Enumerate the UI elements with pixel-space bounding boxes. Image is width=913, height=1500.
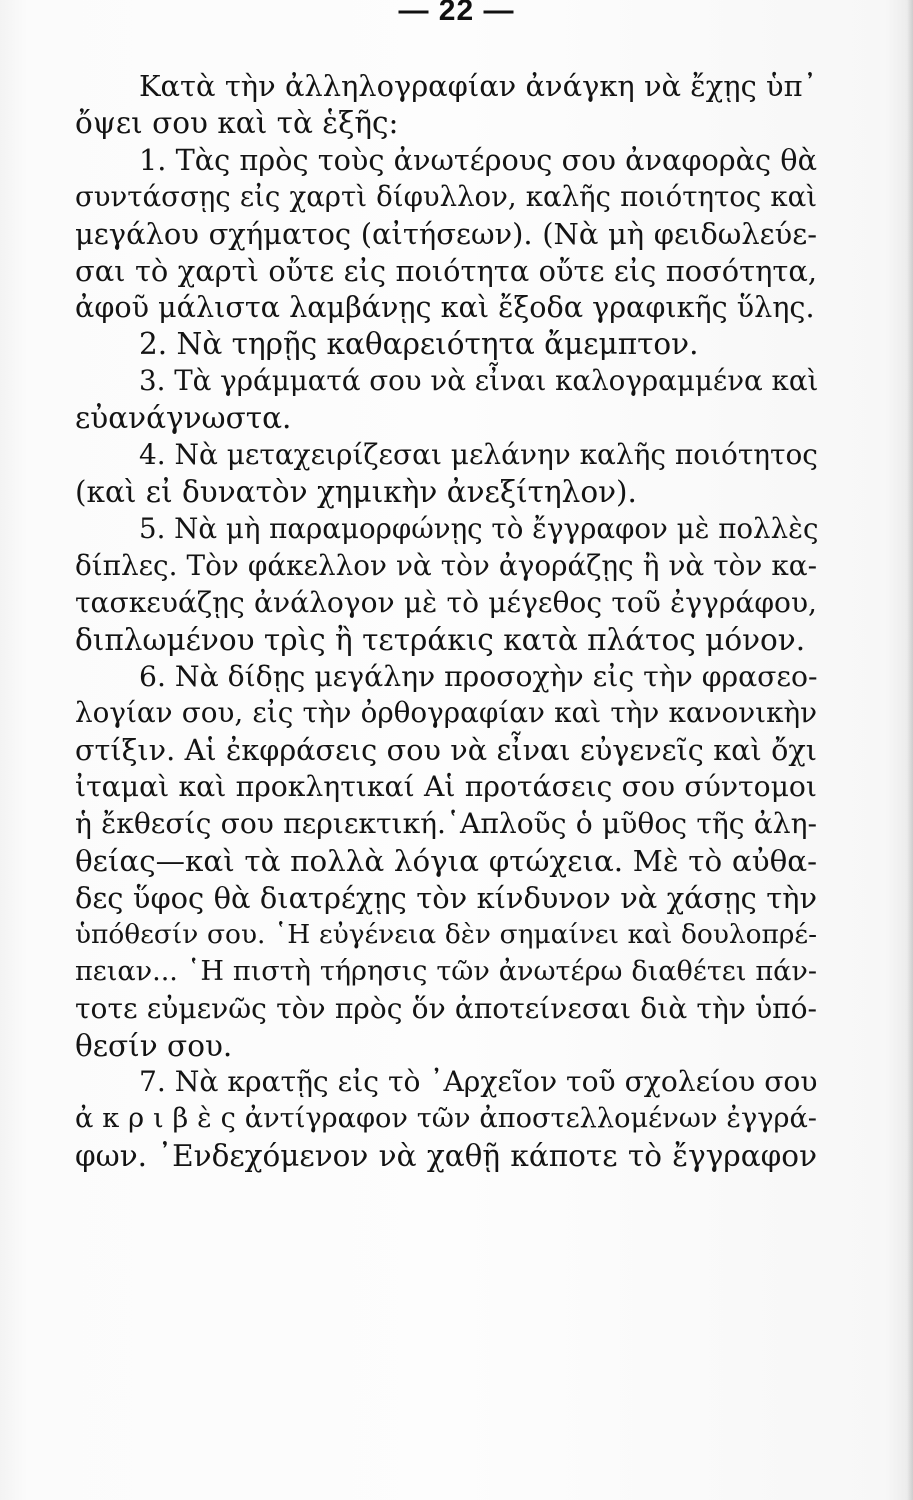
text-line: 1. Τὰς πρὸς τοὺς ἀνωτέρους σου ἀναφορὰς θὰ xyxy=(139,142,817,177)
text-line: 5. Νὰ μὴ παραμορφώνῃς τὸ ἔγγραφον μὲ πολλὲς xyxy=(139,511,819,545)
page-number: — 22 — xyxy=(398,0,515,27)
text-line: 6. Νὰ δίδῃς μεγάλην προσοχὴν εἰς τὴν φρασεο- xyxy=(139,659,818,693)
text-line: ἀφοῦ μάλιστα λαμβάνῃς καὶ ἔξοδα γραφικῆς ὕλης. xyxy=(75,290,815,325)
text-line: 2. Νὰ τηρῇς καθαρειότητα ἄμεμπτον. xyxy=(139,327,699,362)
text-line: 7. Νὰ κρατῇς εἰς τὸ ᾽Αρχεῖον τοῦ σχολείου σου xyxy=(139,1065,818,1099)
text-line: τασκευάζῃς ἀνάλογον μὲ τὸ μέγεθος τοῦ ἐγγράφου, xyxy=(75,585,817,619)
page-edge-shadow xyxy=(907,0,913,1500)
text-line: Κατὰ τὴν ἀλληλογραφίαν ἀνάγκη νὰ ἔχῃς ὑπ᾽ xyxy=(139,69,817,103)
text-line: ὑπόθεσίν σου. ῾Η εὐγένεια δὲν σημαίνει καὶ δουλοπρέ- xyxy=(75,918,817,950)
text-line: πειαν... ῾Η πιστὴ τήρησις τῶν ἀνωτέρω διαθέτει πάν- xyxy=(75,955,817,987)
text-line: ὄψει σου καὶ τὰ ἑξῆς: xyxy=(75,105,399,140)
text-line: 4. Νὰ μεταχειρίζεσαι μελάνην καλῆς ποιότητος xyxy=(139,438,818,472)
text-line: στίξιν. Αἱ ἐκφράσεις σου νὰ εἶναι εὐγενεῖς καὶ ὄχι xyxy=(75,733,817,768)
text-line: 3. Τὰ γράμματά σου νὰ εἶναι καλογραμμένα καὶ xyxy=(139,364,819,398)
text-line: διπλωμένου τρὶς ἢ τετράκις κατὰ πλάτος μόνον. xyxy=(75,622,806,657)
text-line: εὐανάγνωστα. xyxy=(75,401,292,436)
text-line: δίπλες. Τὸν φάκελλον νὰ τὸν ἀγοράζῃς ἢ νὰ τὸν κα- xyxy=(75,548,817,582)
text-line: μεγάλου σχήματος (αἰτήσεων). (Νὰ μὴ φειδωλεύε- xyxy=(75,216,817,251)
text-line: θεσίν σου. xyxy=(75,1028,233,1063)
text-line: ἀ κ ρ ι β ὲ ς ἀντίγραφον τῶν ἀποστελλομένων ἐγγρά- xyxy=(75,1103,817,1135)
text-line: δες ὕφος θὰ διατρέχῃς τὸν κίνδυνον νὰ χάσῃς τὴν xyxy=(75,880,817,915)
body-text xyxy=(75,68,817,1175)
text-line: σαι τὸ χαρτὶ οὔτε εἰς ποιότητα οὔτε εἰς ποσότητα, xyxy=(75,253,817,288)
text-line: φων. ᾽Ενδεχόμενον νὰ χαθῇ κάποτε τὸ ἔγγραφον xyxy=(75,1139,817,1174)
text-line: συντάσσῃς εἰς χαρτὶ δίφυλλον, καλῆς ποιότητος καὶ xyxy=(75,180,817,213)
text-line: τοτε εὐμενῶς τὸν πρὸς ὅν ἀποτείνεσαι διὰ τὴν ὑπό- xyxy=(75,991,817,1025)
text-line: (καὶ εἰ δυνατὸν χημικὴν ἀνεξίτηλον). xyxy=(75,474,637,509)
text-line: λογίαν σου, εἰς τὴν ὀρθογραφίαν καὶ τὴν κανονικὴν xyxy=(75,696,817,730)
text-line: θείας—καὶ τὰ πολλὰ λόγια φτώχεια. Μὲ τὸ αὐθα- xyxy=(75,844,817,879)
text-line: ἡ ἔκθεσίς σου περιεκτική.῾Απλοῦς ὁ μῦθος τῆς ἀλη- xyxy=(75,807,817,841)
text-line: ἰταμαὶ καὶ προκλητικαί Αἱ προτάσεις σου σύντομοι xyxy=(75,770,817,804)
